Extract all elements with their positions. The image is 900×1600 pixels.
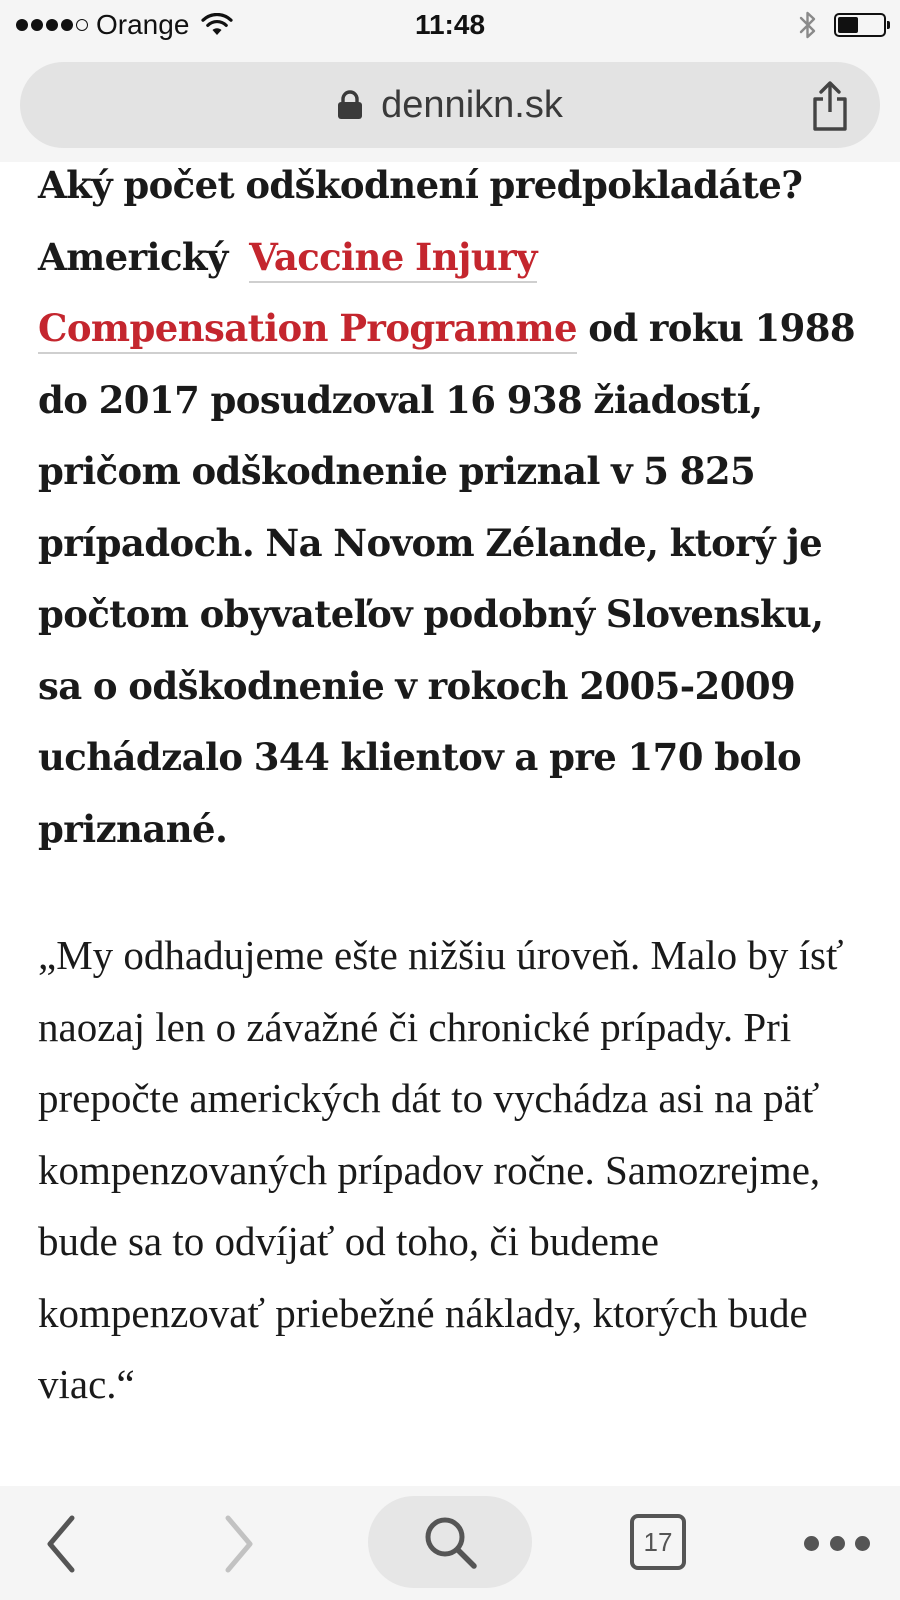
question-text-suffix: od roku 1988 do 2017 posudzoval 16 938 žiadostí, pričom odškodnenie priznal v 5 825 prípadoch. Na Novom Zélande, ktorý je počtom obyvateľov podobný Slovensku, sa o odškodnenie v rokoch 2005-2009 uchádzalo 344 klientov a pre 170 bolo priznané. <box>38 306 856 851</box>
status-left <box>16 8 233 42</box>
more-icon[interactable] <box>804 1534 870 1552</box>
bluetooth-icon <box>798 9 818 41</box>
vaccine-injury-link-part1[interactable]: Vaccine Injury <box>249 235 537 283</box>
signal-dot <box>31 19 43 31</box>
more-dot <box>804 1536 819 1551</box>
signal-dot <box>16 19 28 31</box>
share-icon[interactable] <box>810 80 850 132</box>
vaccine-injury-link-part2[interactable]: Compensation Programme <box>38 306 577 354</box>
more-dot <box>830 1536 845 1551</box>
search-button[interactable] <box>368 1496 532 1588</box>
lock-icon <box>337 90 363 120</box>
tab-count: 17 <box>643 1526 673 1557</box>
battery-fill <box>838 17 858 33</box>
status-right <box>798 8 886 42</box>
status-bar <box>0 0 900 52</box>
question-text-prefix: Aký počet odškodnení predpokladáte? Americký <box>38 163 803 279</box>
article-body <box>38 150 868 1407</box>
signal-strength-icon <box>16 19 88 31</box>
carrier-name: Orange <box>96 9 190 40</box>
search-icon <box>420 1512 480 1572</box>
status-time: 11:48 <box>414 9 486 40</box>
signal-dot-empty <box>76 19 88 31</box>
signal-dot <box>46 19 58 31</box>
signal-dot <box>61 19 73 31</box>
interview-answer-quote: „My odhadujeme ešte nižšiu úroveň. Malo by ísť naozaj len o závažné či chronické prípady. Pri prepočte amerických dát to vychádza asi na päť kompenzovaných prípadov ročne. Samozrejme, bude sa to odvíjať od toho, či budeme kompenzovať priebežné náklady, ktorých bude viac.“ <box>38 932 844 1407</box>
more-dot <box>855 1536 870 1551</box>
battery-icon <box>834 13 886 37</box>
chevron-left-icon[interactable] <box>42 1514 82 1574</box>
wifi-icon <box>201 13 233 37</box>
battery-tip <box>887 21 890 29</box>
address-bar-domain: dennikn.sk <box>381 83 563 126</box>
address-bar-content <box>20 62 880 148</box>
browser-url-area <box>0 52 900 162</box>
interview-question <box>38 150 868 865</box>
chevron-right-icon[interactable] <box>218 1514 258 1574</box>
tabs-button[interactable] <box>630 1514 686 1570</box>
browser-toolbar <box>0 1486 900 1600</box>
address-bar[interactable] <box>20 62 880 148</box>
